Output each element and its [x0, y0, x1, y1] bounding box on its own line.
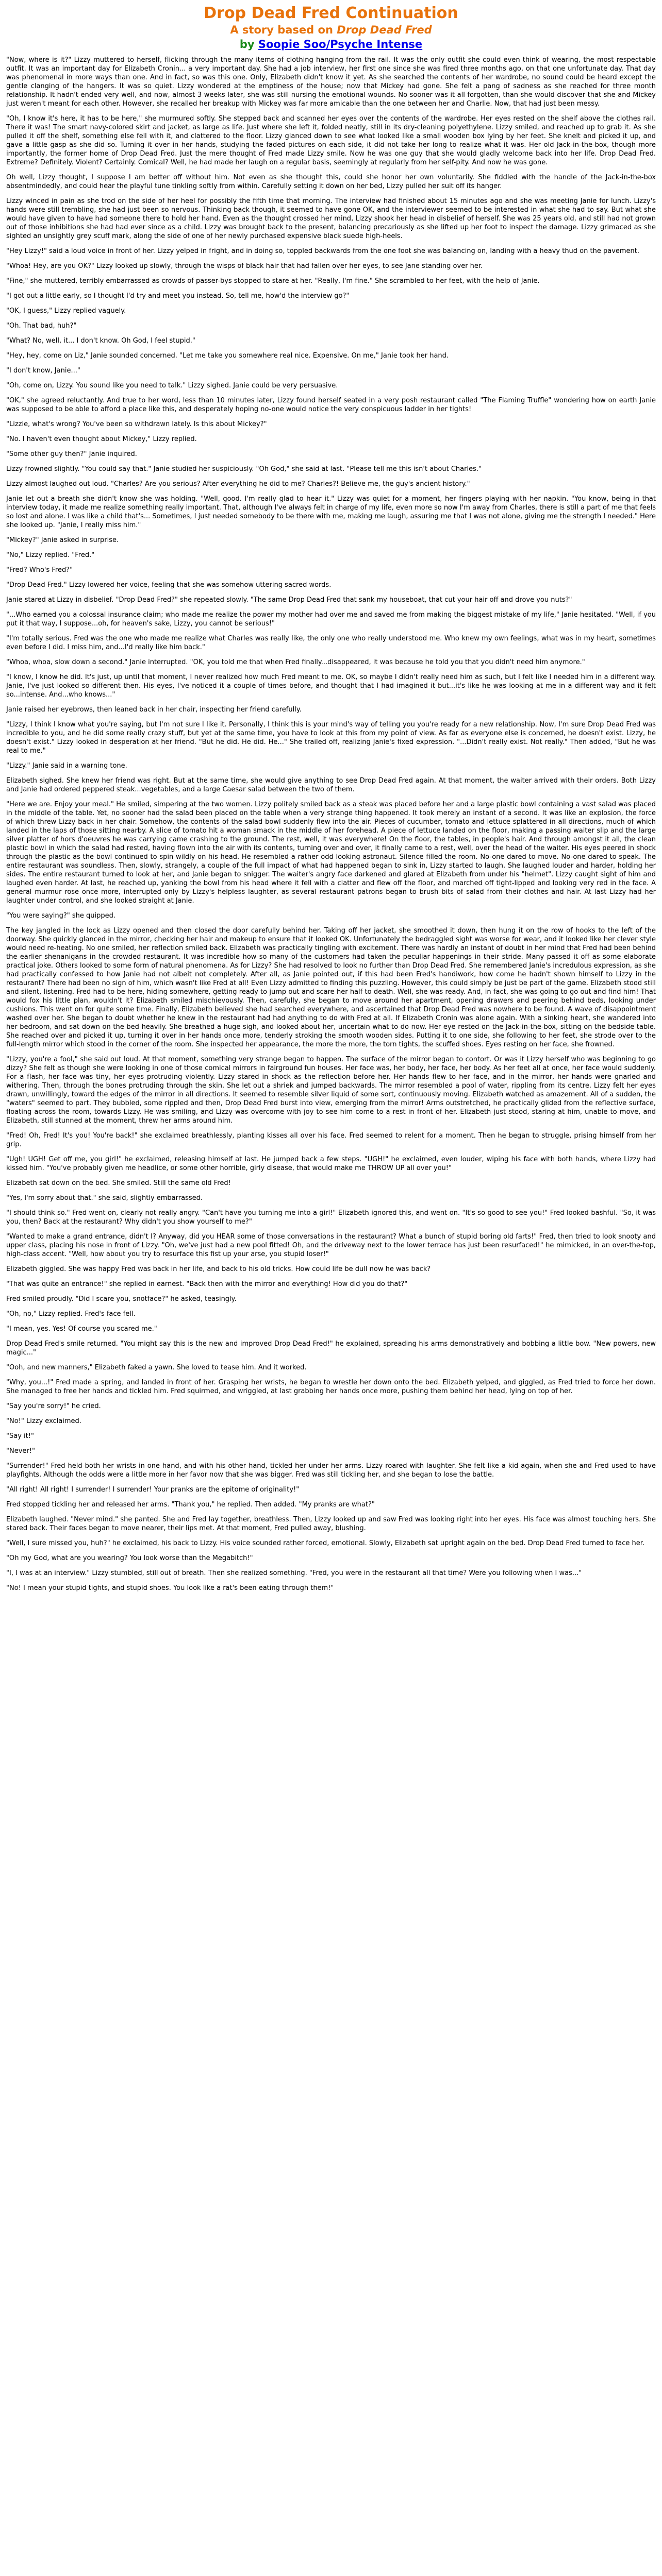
story-paragraph: "Oh my God, what are you wearing? You look worse than the Megabitch!" [6, 1554, 253, 1562]
story-paragraph: "Some other guy then?" Janie inquired. [6, 450, 137, 458]
story-paragraph: "Never!" [6, 1447, 35, 1455]
story-paragraph: "Oh, come on, Lizzy. You sound like you need to talk." Lizzy sighed. Janie could be very persuasive. [6, 382, 338, 389]
story-paragraph: "No!" Lizzy exclaimed. [6, 1417, 81, 1425]
story-paragraph: "No. I haven't even thought about Mickey," Lizzy replied. [6, 435, 197, 443]
story-paragraph: Janie raised her eyebrows, then leaned back in her chair, inspecting her friend carefully. [6, 706, 302, 714]
story-paragraph: "...Who earned you a colossal insurance claim; who made me realize the power my mother had over me and saved me from making the biggest mistake of my life," Janie hesitated. "Well, if you put it that way, I suppose...oh, for heaven's sake, Lizzy, you cannot be serious!" [6, 611, 656, 628]
story-paragraph: "Lizzy, you're a fool," she said out loud. At that moment, something very strange began to happen. The surface of the mirror began to contort. Or was it Lizzy herself who was beginning to go dizzy? She felt as though she were looking in one of those comical mirrors in fairground fun houses. Her face was, her body, her face, her body. As her feet all at once, her face would suddenly. For a flash, her face was tiny, her eyes protruding violently. Lizzy stared in shock as the reflection before her. Her hands flew to her face, and in the mirror, her hands were gnarled and withering. Then, through the bones protruding through the skin. She let out a shriek and jumped backwards. The mirror resembled a pool of water, rippling from its centre. Lizzy felt her eyes drawn, unwillingly, toward the edges of the mirror in all directions. It seemed to resemble silver liquid of some sort, continuously moving. Elizabeth watched as amazement. All of a sudden, the "waters" seemed to part. They bubbled, some rippled and then, Drop Dead Fred burst into view, emerging from the mirror! Arms outstretched, he practically glided from the reflective surface, floating across the room, towards Lizzy. He was smiling, and Lizzy was overcome with joy to see him come to a rest in front of her. Elizabeth just stood, staring at him, unable to move, and Elizabeth, still stunned at the moment, threw her arms around him. [6, 1056, 656, 1125]
story-paragraph: "Why, you...!" Fred made a spring, and landed in front of her. Grasping her wrists, he began to wrestle her down onto the bed. Elizabeth yelped, and giggled, as Fred tried to force her down. She managed to free her hands and tickled him. Fred squirmed, and wriggled, at last grabbing her hands once more, pushing them behind her head, lying on top of her. [6, 1379, 656, 1395]
subtitle-prefix: A story based on [230, 24, 337, 36]
story-paragraph: Janie stared at Lizzy in disbelief. "Drop Dead Fred?" she repeated slowly. "The same Drop Dead Fred that sank my houseboat, that cut your hair off and drove you nuts?" [6, 596, 572, 604]
story-paragraph: "I, I was at an interview." Lizzy stumbled, still out of breath. Then she realized something. "Fred, you were in the restaurant all that time? Were you following when I was..." [6, 1569, 582, 1577]
story-paragraph: "OK, I guess," Lizzy replied vaguely. [6, 307, 126, 315]
story-paragraph: "Now, where is it?" Lizzy muttered to herself, flicking through the many items of clothing hanging from the rail. It was the only outfit she could even think of wearing, the most respectable outfit. It was an important day for Elizabeth Cronin... a very important day. She had a job interview, her first one since she was fired three months ago, on that one unfortunate day. That day was phenomenal in more ways than one. And in fact, so was this one. Only, Elizabeth didn't know it yet. As she searched the contents of her wardrobe, no sound could be heard except the gentle clanging of the hangers. It was so quiet. Lizzy wondered at the emptiness of the house; now that Mickey had gone. She felt a pang of sadness as she reached for three month relationship. It hadn't ended very well, and now, almost 3 weeks later, she was still nursing the emotional wounds. No sooner was it all forgotten, than she would discover that she and Mickey just weren't meant for each other. However, she recalled her breakup with Mickey was far more amicable than the one between her and Charlie. Now, that had just been messy. [6, 56, 656, 108]
story-paragraph: "Fine," she muttered, terribly embarrassed as crowds of passer-bys stopped to stare at her. "Really, I'm fine." She scrambled to her feet, with the help of Janie. [6, 277, 540, 285]
story-paragraph: Fred smiled proudly. "Did I scare you, snotface?" he asked, teasingly. [6, 1295, 237, 1303]
story-paragraph: "Well, I sure missed you, huh?" he exclaimed, his back to Lizzy. His voice sounded rather forced, emotional. Slowly, Elizabeth sat upright again on the bed. Drop Dead Fred turned to face her. [6, 1539, 645, 1547]
story-paragraph: "Hey, hey, come on Liz," Janie sounded concerned. "Let me take you somewhere real nice. Expensive. On me," Janie took her hand. [6, 352, 449, 360]
story-paragraph: Lizzy winced in pain as she trod on the side of her heel for possibly the fifth time that morning. The interview had finished about 15 minutes ago and she was meeting Janie for lunch. Lizzy's hands were still trembling, she had just been so nervous. Thinking back though, it seemed to have gone OK, and the interviewer seemed to be interested in what she had to say. But what she would have given to have had someone there to hold her hand. Even as the thought crossed her mind, Lizzy shook her head in disbelief of herself. She was 25 years old, and still had not grown out of those inhibitions she had had ever since as a child. Lizzy was brought back to the present, balancing precariously as she lifted up her foot to inspect the damage. Lizzy grimaced as she sighted an unsightly grey scuff mark, along the side of one of her newly purchased expensive black suede high-heels. [6, 197, 656, 240]
story-paragraph: "I don't know, Janie..." [6, 367, 80, 375]
story-paragraph: "Fred! Oh, Fred! It's you! You're back!" she exclaimed breathlessly, planting kisses all over his face. Fred seemed to relent for a moment. Then he began to struggle, prising himself from her grip. [6, 1132, 656, 1148]
story-paragraph: "Lizzy." Janie said in a warning tone. [6, 762, 127, 770]
story-paragraph: "No! I mean your stupid tights, and stupid shoes. You look like a rat's been eating through them!" [6, 1584, 334, 1592]
story-paragraph: "Fred? Who's Fred?" [6, 566, 73, 574]
story-paragraph: Elizabeth sighed. She knew her friend was right. But at the same time, she would give anything to see Drop Dead Fred again. At that moment, the waiter arrived with their orders. Both Lizzy and Janie had ordered peppered steak...vegetables, and a large Caesar salad between the two of them. [6, 777, 656, 793]
story-paragraph: "Oh, I know it's here, it has to be here," she murmured softly. She stepped back and scanned her eyes over the contents of the wardrobe. Her eyes rested on the shelf above the clothes rail. There it was! The smart navy-colored skirt and jacket, as large as life. Just where she left it, folded neatly, still in its dry-cleaning polyethylene. Lizzy smiled, and reached up to grab it. As she pulled it off the shelf, something else fell with it, and clattered to the floor. Lizzy glanced down to see what looked like a small wooden box lying by her feet. She knelt and picked it up, and gave a little gasp as she did so. Turning it over in her hands, studying the faded pictures on each side, it did not take her long to realize what it was. Her old Jack-in-the-box, though more importantly, the former home of Drop Dead Fred. Just the mere thought of Fred made Lizzy smile. Now he was one guy that she would gladly welcome back into her life. Drop Dead Fred. Extreme? Definitely. Violent? Certainly. Comical? Well, he had made her laugh on a regular basis, seemingly at regularly from her self-pity. And now he was gone. [6, 115, 656, 166]
story-paragraph: "That was quite an entrance!" she replied in earnest. "Back then with the mirror and everything! How did you do that?" [6, 1280, 408, 1288]
story-title: Drop Dead Fred Continuation [204, 4, 458, 22]
story-paragraph: "OK," she agreed reluctantly. And true to her word, less than 10 minutes later, Lizzy found herself seated in a very posh restaurant called "The Flaming Truffle" wondering how on earth Janie was supposed to be able to afford a place like this, and desperately hoping no-one would notice the very conspicuous ladder in her tights! [6, 397, 656, 413]
story-paragraph: "I'm totally serious. Fred was the one who made me realize what Charles was really like, the only one who really understood me. Who knew my own feelings, what was in my heart, sometimes even before I did. I miss him, and...I'd really like him back." [6, 635, 656, 651]
story-paragraph: "I mean, yes. Yes! Of course you scared me." [6, 1325, 157, 1333]
author-link[interactable]: Soopie Soo/Psyche Intense [258, 38, 423, 50]
story-paragraph: "Mickey?" Janie asked in surprise. [6, 536, 119, 544]
story-paragraph: "All right! All right! I surrender! I surrender! Your pranks are the epitome of originality!" [6, 1486, 300, 1494]
story-paragraph: "Surrender!" Fred held both her wrists in one hand, and with his other hand, tickled her under her arms. Lizzy roared with laughter. She felt like a kid again, when she and Fred used to have playfights. Although the odds were a little more in her favor now that she was bigger. Fred was still tickling her, and she began to lose the battle. [6, 1462, 656, 1479]
story-paragraph: "Wanted to make a grand entrance, didn't I? Anyway, did you HEAR some of those conversations in the restaurant? What a bunch of stupid boring old farts!" Fred, then tried to look snooty and upper class, placing his nose in front of Lizzy. "Oh, we've just had a new pool fitted! Oh, and the driveway next to the lower terrace has just been resurfaced!" he mimicked, in an over-the-top, high-class accent. "Well, how about you try to resurface this fist up your arse, you stupid loser!" [6, 1233, 656, 1258]
story-paragraph: "Hey Lizzy!" said a loud voice in front of her. Lizzy yelped in fright, and in doing so, toppled backwards from the one foot she was balancing on, landing with a heavy thud on the pavement. [6, 247, 640, 255]
story-paragraph: "Drop Dead Fred." Lizzy lowered her voice, feeling that she was somehow uttering sacred words. [6, 581, 332, 589]
story-paragraph: Elizabeth sat down on the bed. She smiled. Still the same old Fred! [6, 1179, 231, 1187]
story-paragraph: "What? No, well, it... I don't know. Oh God, I feel stupid." [6, 337, 195, 345]
story-paragraph: Drop Dead Fred's smile returned. "You might say this is the new and improved Drop Dead Fred!" he explained, spreading his arms demonstratively and bobbing a little bow. "New powers, new magic..." [6, 1340, 656, 1357]
story-paragraph: "You were saying?" she quipped. [6, 912, 116, 920]
story-paragraph: Elizabeth laughed. "Never mind." she panted. She and Fred lay together, breathless. Then, Lizzy looked up and saw Fred was looking right into her eyes. His face was almost touching hers. She stared back. Their faces began to move nearer, their lips met. At that moment, Fred pulled away, blushing. [6, 1516, 656, 1532]
story-paragraph: "Here we are. Enjoy your meal." He smiled, simpering at the two women. Lizzy politely smiled back as a steak was placed before her and a large plastic bowl containing a vast salad was placed in the middle of the table. Yet, no sooner had the salad been placed on the table when a very strange thing happened. It took merely an instant of a second. It was like an explosion, the force of which threw Lizzy back in her chair. Somehow, the contents of the salad bowl suddenly flew into the air. Pieces of cucumber, tomato and lettuce splattered in all directions, much of which landed in the laps of those sitting nearby. A slice of tomato hit a woman smack in the middle of her forehead. A piece of lettuce landed on the floor, making a passing waiter slip and the large silver platter of hors d'oeuvres he was carrying came crashing to the ground. The rest, well, it was everywhere! On the floor, the tables, in people's hair. And through amongst it all, the clean plastic bowl in which the salad had rested, having flown into the air with its contents, turning over and over, it finally came to a rest, well, over the head of the waiter. His eyes peered in shock through the plastic as the bowl continued to spin wildly on his head. He resembled a rather odd looking astronaut. Silence filled the room. No-one dared to move. No-one dared to speak. The entire restaurant was soundless. Then, slowly, strangely, a couple of the full impact of what had happened began to sink in, Lizzy started to laugh. She laughed louder and harder, holding her sides. The entire restaurant turned to look at her, and Janie began to snigger. The waiter's angry face darkened and glared at Elizabeth from under his "helmet". Lizzy caught sight of him and laughed even harder. At last, he reached up, yanking the bowl from his head where it fell with a clatter and flew off the floor, and marched off tight-lipped and looking very red in the face. A general murmur rose once more, interrupted only by Lizzy's helpless laughter, as several restaurant patrons began to brush bits of salad from their clothes and hair. At last Lizzy had her laughter under control, and she looked straight at Janie. [6, 801, 656, 905]
story-paragraph: "Lizzie, what's wrong? You've been so withdrawn lately. Is this about Mickey?" [6, 420, 267, 428]
story-paragraph: "Say you're sorry!" he cried. [6, 1402, 101, 1410]
story-paragraph: Lizzy frowned slightly. "You could say that." Janie studied her suspiciously. "Oh God," she said at last. "Please tell me this isn't about Charles." [6, 465, 482, 473]
story-paragraph: "Yes, I'm sorry about that." she said, slightly embarrassed. [6, 1194, 203, 1202]
story-paragraph: "Ooh, and new manners," Elizabeth faked a yawn. She loved to tease him. And it worked. [6, 1364, 307, 1371]
story-paragraph: The key jangled in the lock as Lizzy opened and then closed the door carefully behind her. Taking off her jacket, she smoothed it down, then hung it on the row of hooks to the left of the doorway. She quickly glanced in the mirror, checking her hair and makeup to ensure that it looked OK. Unfortunately the bedraggled sight was worse for wear, and it looked like her clever style would need re-heating. No one smiled, her reflection smiled back. Elizabeth was practically tingling with excitement. There was hardly an instant of doubt in her mind that Fred had been behind the earlier shenanigans in the crowded restaurant. It was incredible how so many of the customers had taken the peculiar happenings in their stride. Many passed it off as some elaborate practical joke. Others looked to some form of natural phenomena. As for Lizzy? She had resolved to look no further than Drop Dead Fred. She remembered Janie's incredulous expression, as she had practically confessed to how Janie had not albeit not completely. After all, as Janie pointed out, if this had been Fred's handiwork, how come he hadn't shown himself to Lizzy in the restaurant? There had been no sign of him, which wasn't like Fred at all! Even Lizzy admitted to finding this puzzling. However, this could simply be just be part of the game. Elizabeth stood still and silent, listening. Fred had to be here, hiding somewhere, getting ready to jump out and scare her half to death. Well, she was ready. And, in fact, she was going to go out and find him! That would fox his little plan, wouldn't it? Elizabeth smiled mischievously. Then, carefully, she began to move around her apartment, opening drawers and peering behind beds, looking under cushions. This went on for quite some time. Finally, Elizabeth believed she had searched everywhere, and ascertained that Drop Dead Fred was nowhere to be found. A wave of disappointment washed over her. She began to doubt whether he knew in the restaurant had had anything to do with Fred at all. If Elizabeth Cronin was alone again. With a sinking heart, she wandered into her bedroom, and sat down on the bed heavily. She breathed a huge sigh, and looked about her, uncertain what to do now. Her eye rested on the Jack-in-the-box, sitting on the bedside table. She reached over and picked it up, turning it over in her hands once more, tenderly stroking the smooth wooden sides. Putting it to one side, she following to her feet, she strode over to the full-length mirror which stood in the corner of the room. She inspected her appearance, the more the more, the torn tights, the scuffed shoes. Eyes resting on her face, she frowned. [6, 927, 656, 1048]
story-paragraph: "Oh. That bad, huh?" [6, 322, 77, 330]
story-paragraph: Elizabeth giggled. She was happy Fred was back in her life, and back to his old tricks. How could life be dull now he was back? [6, 1265, 431, 1273]
story-paragraph: Lizzy almost laughed out loud. "Charles? Are you serious? After everything he did to me? Charles?! Believe me, the guy's ancient history." [6, 480, 470, 488]
byline-prefix: by [239, 38, 258, 50]
source-work-title: Drop Dead Fred [337, 24, 432, 36]
story-paragraph: "Whoa! Hey, are you OK?" Lizzy looked up slowly, through the wisps of black hair that had fallen over her eyes, to see Jane standing over her. [6, 262, 483, 270]
story-paragraph: Oh well, Lizzy thought, I suppose I am better off without him. Not even as she thought this, could she honor her own voluntarily. She fiddled with the handle of the Jack-in-the-box absentmindedly, and could hear the playful tune tinkling softly from within. Carefully setting it down on her bed, Lizzy pulled her suit off its hanger. [6, 174, 656, 190]
story-paragraph: "Whoa, whoa, slow down a second." Janie interrupted. "OK, you told me that when Fred finally...disappeared, it was because he told you that you didn't need him anymore." [6, 658, 585, 666]
story-paragraph: "Ugh! UGH! Get off me, you girl!" he exclaimed, releasing himself at last. He jumped back a few steps. "UGH!" he exclaimed, even louder, wiping his face with both hands, where Lizzy had kissed him. "You've probably given me headlice, or some other horrible, girly disease, that would make me THROW UP all over you!" [6, 1156, 656, 1172]
story-paragraph: Fred stopped tickling her and released her arms. "Thank you," he replied. Then added. "My pranks are what?" [6, 1501, 375, 1509]
story-paragraph: "No," Lizzy replied. "Fred." [6, 551, 95, 559]
story-paragraph: "I should think so." Fred went on, clearly not really angry. "Can't have you turning me into a girl!" Elizabeth ignored this, and went on. "It's so good to see you!" Fred looked bashful. "So, it was you, then? Back at the restaurant? Why didn't you show yourself to me?" [6, 1209, 656, 1226]
story-paragraph: "I got out a little early, so I thought I'd try and meet you instead. So, tell me, how'd the interview go?" [6, 292, 350, 300]
story-paragraph: "Lizzy, I think I know what you're saying, but I'm not sure I like it. Personally, I think this is your mind's way of telling you you're ready for a new relationship. Now, I'm sure Drop Dead Fred was incredible to you, and he did some really crazy stuff, but yet at the same time, you have to look at this from my point of view. As far as everyone else is concerned, he doesn't exist. Lizzy, he doesn't exist." Lizzy looked in desperation at her friend. "But he did. He did. He..." She trailed off, realizing Janie's fixed expression. "...Didn't really exist. Not really." Then added, "But he was real to me." [6, 721, 656, 755]
story-subtitle [6, 23, 656, 37]
story-paragraph: "I know, I know he did. It's just, up until that moment, I never realized how much Fred meant to me. OK, so maybe I didn't really need him as such, but I felt like I needed him in a different way. Janie, I've just looked so different then. His eyes, I've noticed it a couple of times before, and thought that I had imagined it but...it's like he was looking at me in a different way and it felt so...intense. And...who knows..." [6, 673, 656, 699]
story-body [6, 56, 656, 1592]
story-paragraph: "Oh, no," Lizzy replied. Fred's face fell. [6, 1310, 136, 1318]
story-paragraph: "Say it!" [6, 1432, 34, 1440]
story-paragraph: Janie let out a breath she didn't know she was holding. "Well, good. I'm really glad to hear it." Lizzy was quiet for a moment, her fingers playing with her napkin. "You know, being in that interview today, it made me realize something really important. That, although I've always felt in charge of my life, even more so now I'm away from Charles, there is still a part of me that feels so lost and alone. I was like a child that's... Sometimes, I just needed somebody to be there with me, making me laugh, assuring me that I was not alone, giving me the strength I needed." Here she looked up. "Janie, I really miss him." [6, 495, 656, 529]
byline [6, 37, 656, 52]
